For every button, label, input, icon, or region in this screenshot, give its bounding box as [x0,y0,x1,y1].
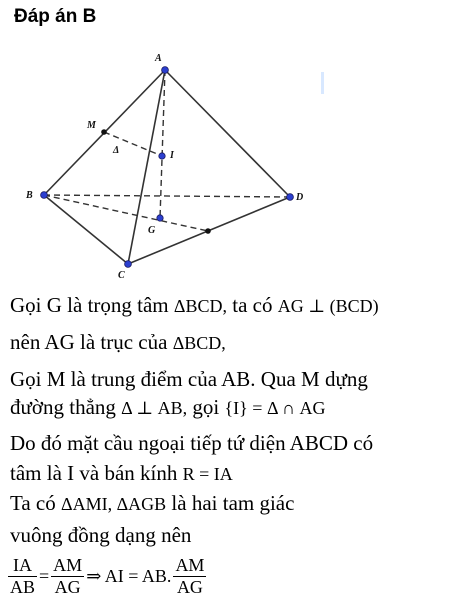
label-M: M [87,120,96,131]
text-line-5: Do đó mặt cầu ngoại tiếp tứ diện ABCD có [10,431,374,455]
point-E [205,228,211,234]
label-G: G [148,225,156,236]
edge-BC [44,195,128,264]
cursor-mark [321,72,324,94]
edge-AC [128,70,165,264]
tetrahedron-figure [0,40,469,280]
text-line-6: tâm là I và bán kính R = IA [10,461,233,485]
label-B: B [26,190,33,201]
point-A [162,67,169,74]
fraction-ia-ab: $\frac{IA}{AB}$ [10,555,36,597]
fraction-am-ag: $\frac{AM}{AG}$ [53,555,83,597]
text-line-1: Gọi G là trọng tâm ΔBCD, ta có AG ⊥ (BCD) [10,293,379,317]
fraction-am-ag-2: $\frac{AM}{AG}$ [175,555,205,597]
point-C [125,261,132,268]
similarity-formula: $\frac{IA}{AB}$ = $\frac{AM}{AG}$ ⇒ AI = AB. $\frac{AM}{AG}$ [10,555,205,597]
text-line-3: Gọi M là trung điểm của AB. Qua M dựng [10,367,368,391]
text-line-8: vuông đồng dạng nên [10,523,192,547]
edge-BD [44,195,290,197]
edge-AD [165,70,290,197]
text-line-7: Ta có ΔAMI, ΔAGB là hai tam giác [10,491,295,515]
label-delta: Δ [113,145,120,156]
label-D: D [296,192,304,203]
label-A: A [155,53,162,64]
point-I [159,153,165,159]
answer-heading: Đáp án B [14,6,97,27]
point-B [41,192,48,199]
label-C: C [118,270,125,280]
point-M [101,129,107,135]
label-I: I [170,150,174,161]
point-G [157,215,163,221]
text-line-4: đường thẳng Δ ⊥ AB, gọi {I} = Δ ∩ AG [10,395,326,419]
point-D [287,194,294,201]
median-BE [44,195,208,231]
text-line-2: nên AG là trục của ΔBCD, [10,330,226,354]
